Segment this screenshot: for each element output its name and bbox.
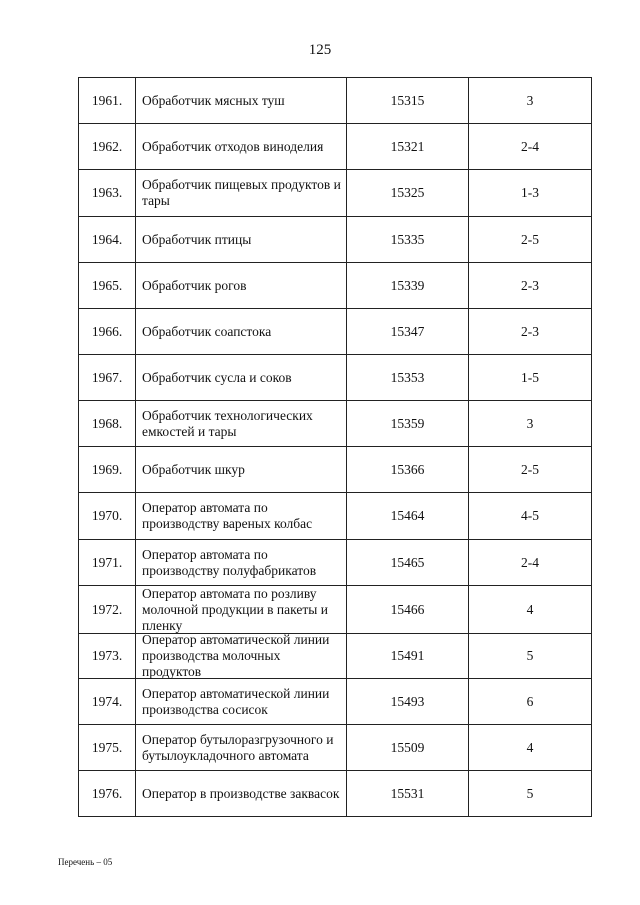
profession-name: Оператор автомата по производству полуфабрикатов <box>136 540 347 585</box>
grade-range: 2-3 <box>469 263 592 308</box>
profession-name: Оператор в производстве заквасок <box>136 771 347 816</box>
row-number: 1965. <box>79 263 136 308</box>
profession-code: 15366 <box>347 447 469 492</box>
grade-range: 4 <box>469 725 592 770</box>
grade-range: 2-4 <box>469 124 592 169</box>
grade-range: 1-3 <box>469 170 592 216</box>
table-row <box>79 447 592 493</box>
row-number: 1973. <box>79 634 136 678</box>
profession-code: 15359 <box>347 401 469 446</box>
grade-range: 2-5 <box>469 447 592 492</box>
profession-code: 15321 <box>347 124 469 169</box>
row-number: 1976. <box>79 771 136 816</box>
profession-name: Оператор автомата по производству вареных колбас <box>136 493 347 539</box>
profession-code: 15353 <box>347 355 469 400</box>
grade-range: 5 <box>469 634 592 678</box>
table-row <box>79 170 592 217</box>
row-number: 1963. <box>79 170 136 216</box>
profession-code: 15493 <box>347 679 469 724</box>
table-row <box>79 401 592 447</box>
row-number: 1969. <box>79 447 136 492</box>
table-row <box>79 493 592 540</box>
table-row <box>79 78 592 124</box>
profession-code: 15465 <box>347 540 469 585</box>
grade-range: 3 <box>469 78 592 123</box>
row-number: 1962. <box>79 124 136 169</box>
table-row <box>79 771 592 817</box>
grade-range: 2-3 <box>469 309 592 354</box>
profession-name: Обработчик сусла и соков <box>136 355 347 400</box>
grade-range: 2-4 <box>469 540 592 585</box>
footer-label: Перечень – 05 <box>58 857 113 867</box>
profession-code: 15315 <box>347 78 469 123</box>
row-number: 1967. <box>79 355 136 400</box>
profession-name: Обработчик мясных туш <box>136 78 347 123</box>
row-number: 1970. <box>79 493 136 539</box>
row-number: 1961. <box>79 78 136 123</box>
grade-range: 3 <box>469 401 592 446</box>
profession-name: Оператор автомата по розливу молочной продукции в пакеты и пленку <box>136 586 347 633</box>
profession-name: Обработчик рогов <box>136 263 347 308</box>
table-row <box>79 355 592 401</box>
profession-code: 15339 <box>347 263 469 308</box>
row-number: 1974. <box>79 679 136 724</box>
profession-name: Оператор бутылоразгрузочного и бутылоукладочного автомата <box>136 725 347 770</box>
row-number: 1966. <box>79 309 136 354</box>
profession-name: Обработчик пищевых продуктов и тары <box>136 170 347 216</box>
page-number: 125 <box>308 42 332 58</box>
profession-name: Обработчик шкур <box>136 447 347 492</box>
profession-name: Обработчик соапстока <box>136 309 347 354</box>
profession-name: Обработчик технологических емкостей и тары <box>136 401 347 446</box>
grade-range: 4-5 <box>469 493 592 539</box>
row-number: 1972. <box>79 586 136 633</box>
table-row <box>79 679 592 725</box>
row-number: 1975. <box>79 725 136 770</box>
table-row <box>79 309 592 355</box>
grade-range: 4 <box>469 586 592 633</box>
table-row <box>79 586 592 634</box>
profession-name: Обработчик птицы <box>136 217 347 262</box>
profession-name: Обработчик отходов виноделия <box>136 124 347 169</box>
table-row <box>79 217 592 263</box>
profession-code: 15509 <box>347 725 469 770</box>
table-row <box>79 540 592 586</box>
row-number: 1968. <box>79 401 136 446</box>
table-row <box>79 124 592 170</box>
grade-range: 6 <box>469 679 592 724</box>
grade-range: 2-5 <box>469 217 592 262</box>
table-row <box>79 634 592 679</box>
profession-code: 15531 <box>347 771 469 816</box>
professions-table <box>78 77 592 817</box>
profession-code: 15491 <box>347 634 469 678</box>
profession-code: 15335 <box>347 217 469 262</box>
profession-code: 15464 <box>347 493 469 539</box>
profession-name: Оператор автоматической линии производства молочных продуктов <box>136 634 347 678</box>
row-number: 1971. <box>79 540 136 585</box>
table-row <box>79 263 592 309</box>
row-number: 1964. <box>79 217 136 262</box>
profession-code: 15347 <box>347 309 469 354</box>
grade-range: 1-5 <box>469 355 592 400</box>
profession-code: 15325 <box>347 170 469 216</box>
table-row <box>79 725 592 771</box>
grade-range: 5 <box>469 771 592 816</box>
profession-code: 15466 <box>347 586 469 633</box>
profession-name: Оператор автоматической линии производства сосисок <box>136 679 347 724</box>
